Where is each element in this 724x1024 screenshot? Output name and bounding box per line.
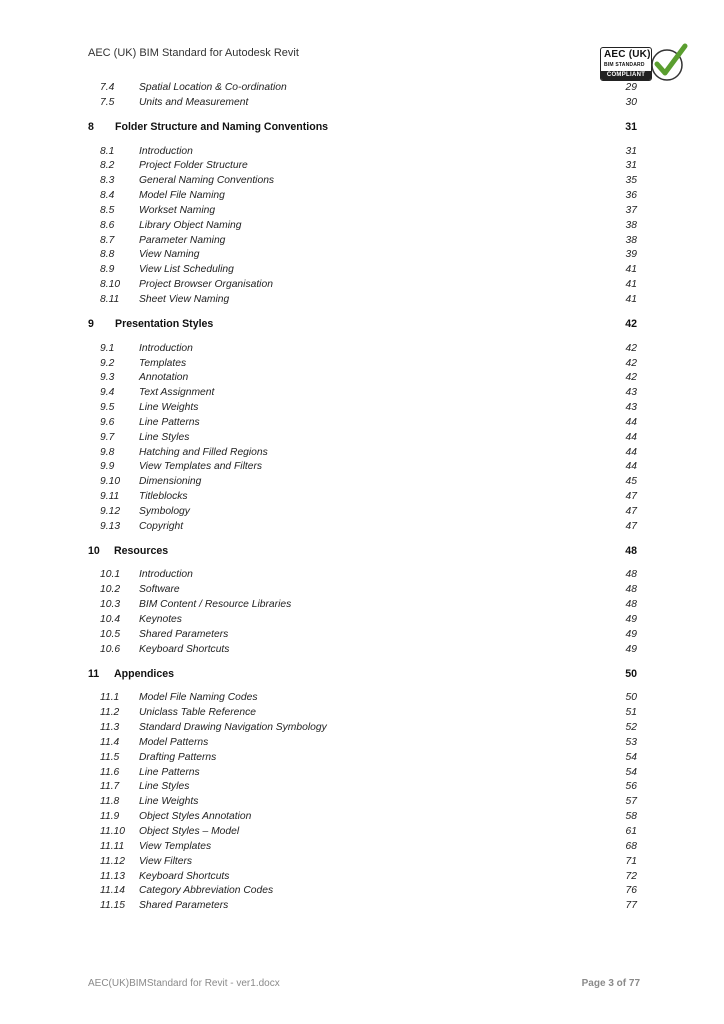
- toc-entry-num: 9.11: [100, 491, 120, 503]
- toc-entry[interactable]: [88, 190, 637, 205]
- toc-entry-num: 11.4: [100, 736, 120, 748]
- toc-entry-page: 49: [625, 643, 637, 655]
- toc-entry[interactable]: [88, 781, 637, 796]
- footer-page-number: Page 3 of 77: [581, 978, 640, 989]
- aec-uk-compliant-logo: [600, 43, 692, 83]
- toc-entry[interactable]: [88, 841, 637, 856]
- toc-entry-page: 38: [625, 234, 637, 246]
- toc-entry[interactable]: [88, 476, 637, 491]
- toc-entry-page: 45: [625, 476, 637, 488]
- toc-entry-page: 42: [625, 372, 637, 384]
- toc-section-num: 8: [88, 121, 94, 134]
- toc-entry-title: Object Styles Annotation: [139, 811, 252, 823]
- toc-entry-title: View Templates: [139, 840, 212, 852]
- toc-entry-title: Spatial Location & Co-ordination: [139, 82, 287, 93]
- toc-entry-title: View List Scheduling: [139, 264, 234, 276]
- toc-entry-num: 10.2: [100, 584, 121, 596]
- toc-entry[interactable]: [88, 614, 637, 629]
- toc-entry-num: 8.1: [100, 145, 115, 157]
- toc-section-num: 10: [88, 545, 100, 558]
- toc-entry-title: General Naming Conventions: [139, 175, 275, 187]
- toc-section-heading[interactable]: [88, 545, 637, 560]
- toc-entry[interactable]: [88, 447, 637, 462]
- toc-entry-title: View Filters: [139, 855, 193, 867]
- toc-section-num: 9: [88, 318, 94, 331]
- toc-entry[interactable]: [88, 885, 637, 900]
- toc-entry[interactable]: [88, 461, 637, 476]
- toc-entry-num: 9.2: [100, 357, 115, 369]
- toc-entry-title: Keyboard Shortcuts: [139, 643, 230, 655]
- toc-spacer: [88, 659, 637, 669]
- toc-entry-page: 42: [625, 342, 637, 354]
- toc-entry-num: 9.7: [100, 431, 115, 443]
- toc-entry-title: Sheet View Naming: [139, 293, 230, 305]
- toc-entry-page: 77: [625, 900, 637, 912]
- toc-section-title: Presentation Styles: [115, 318, 214, 331]
- table-of-contents: [88, 82, 637, 915]
- toc-entry[interactable]: [88, 692, 637, 707]
- toc-entry[interactable]: [88, 900, 637, 915]
- toc-entry-num: 8.11: [100, 293, 120, 305]
- toc-entry-title: Shared Parameters: [139, 900, 229, 912]
- toc-spacer: [88, 683, 637, 693]
- toc-entry-title: Library Object Naming: [139, 219, 242, 231]
- toc-entry-num: 9.4: [100, 387, 115, 399]
- toc-entry-title: Line Patterns: [139, 416, 200, 428]
- toc-entry[interactable]: [88, 175, 637, 190]
- toc-entry[interactable]: [88, 871, 637, 886]
- toc-entry[interactable]: [88, 264, 637, 279]
- toc-spacer: [88, 560, 637, 570]
- toc-entry-page: 47: [625, 520, 637, 532]
- toc-entry[interactable]: [88, 402, 637, 417]
- toc-entry-num: 9.3: [100, 372, 115, 384]
- logo-line-2: BIM STANDARD: [604, 62, 645, 68]
- toc-entry-title: Introduction: [139, 569, 193, 581]
- toc-entry[interactable]: [88, 796, 637, 811]
- logo-line-3: COMPLIANT: [601, 71, 651, 80]
- toc-entry-title: Uniclass Table Reference: [139, 707, 256, 719]
- toc-entry-page: 54: [625, 751, 637, 763]
- toc-entry-page: 49: [625, 614, 637, 625]
- toc-entry[interactable]: [88, 294, 637, 309]
- toc-entry-num: 9.13: [100, 520, 121, 532]
- toc-entry-page: 43: [625, 387, 637, 399]
- toc-entry-num: 10.4: [100, 614, 121, 625]
- toc-spacer: [88, 136, 637, 146]
- toc-entry-num: 11.3: [100, 722, 120, 734]
- toc-entry-title: Model Patterns: [139, 736, 209, 748]
- toc-entry-page: 48: [625, 584, 637, 596]
- toc-entry[interactable]: [88, 569, 637, 584]
- toc-entry-page: 44: [625, 461, 637, 473]
- toc-entry-page: 31: [625, 160, 637, 172]
- toc-entry-title: Keyboard Shortcuts: [139, 870, 230, 882]
- toc-spacer: [88, 309, 637, 319]
- toc-entry-num: 9.10: [100, 476, 121, 488]
- toc-entry-page: 71: [625, 855, 637, 867]
- toc-entry[interactable]: [88, 417, 637, 432]
- toc-section-title: Resources: [114, 545, 169, 558]
- toc-entry-num: 10.1: [100, 569, 121, 581]
- toc-entry-page: 47: [625, 491, 637, 503]
- toc-entry-num: 10.6: [100, 643, 121, 655]
- page-header-title: AEC (UK) BIM Standard for Autodesk Revit: [88, 47, 299, 59]
- toc-entry-num: 8.5: [100, 204, 115, 216]
- toc-entry[interactable]: [88, 146, 637, 161]
- toc-entry[interactable]: [88, 521, 637, 536]
- toc-entry-page: 43: [625, 402, 637, 414]
- toc-entry[interactable]: [88, 205, 637, 220]
- toc-entry-num: 11.1: [100, 692, 120, 704]
- toc-entry[interactable]: [88, 707, 637, 722]
- toc-entry-num: 8.6: [100, 219, 115, 231]
- toc-entry-title: Dimensioning: [139, 476, 202, 488]
- toc-entry[interactable]: [88, 722, 637, 737]
- toc-entry[interactable]: [88, 506, 637, 521]
- toc-entry-num: 11.2: [100, 707, 120, 719]
- toc-entry-page: 39: [625, 249, 637, 261]
- toc-entry-num: 7.5: [100, 96, 115, 108]
- toc-entry[interactable]: [88, 752, 637, 767]
- toc-section-heading[interactable]: [88, 668, 637, 683]
- toc-entry-title: Drafting Patterns: [139, 751, 217, 763]
- toc-entry[interactable]: [88, 220, 637, 235]
- toc-entry-title: Copyright: [139, 520, 184, 532]
- toc-section-num: 11: [88, 668, 100, 681]
- toc-entry-title: Annotation: [139, 372, 189, 384]
- toc-entry-title: Software: [139, 584, 180, 596]
- toc-entry-title: Category Abbreviation Codes: [139, 885, 274, 897]
- toc-entry-num: 8.9: [100, 264, 115, 276]
- toc-section-page: 31: [625, 121, 637, 134]
- toc-entry-title: Hatching and Filled Regions: [139, 446, 268, 458]
- toc-entry-num: 8.8: [100, 249, 115, 261]
- toc-entry-title: Line Styles: [139, 781, 190, 793]
- toc-entry[interactable]: [88, 629, 637, 644]
- toc-entry-page: 58: [625, 811, 637, 823]
- toc-entry[interactable]: [88, 826, 637, 841]
- toc-entry-title: Templates: [139, 357, 187, 369]
- toc-entry-num: 9.9: [100, 461, 115, 473]
- toc-spacer: [88, 333, 637, 343]
- toc-section-heading[interactable]: [88, 121, 637, 136]
- toc-entry[interactable]: [88, 82, 637, 97]
- toc-entry[interactable]: [88, 249, 637, 264]
- toc-entry-num: 11.12: [100, 855, 126, 867]
- toc-entry-num: 9.12: [100, 505, 121, 517]
- toc-entry-num: 8.2: [100, 160, 115, 172]
- toc-entry-num: 8.4: [100, 190, 115, 202]
- toc-entry-num: 9.6: [100, 416, 115, 428]
- toc-entry-page: 48: [625, 599, 637, 611]
- toc-entry-title: Project Browser Organisation: [139, 279, 273, 291]
- toc-entry-title: Model File Naming: [139, 190, 225, 202]
- toc-entry[interactable]: [88, 387, 637, 402]
- toc-entry-page: 50: [625, 692, 637, 704]
- toc-entry-title: View Naming: [139, 249, 200, 261]
- toc-entry[interactable]: [88, 358, 637, 373]
- footer-filename: AEC(UK)BIMStandard for Revit - ver1.docx: [88, 978, 280, 989]
- toc-entry-title: Parameter Naming: [139, 234, 226, 246]
- toc-entry-page: 72: [625, 870, 637, 882]
- toc-entry-num: 8.7: [100, 234, 115, 246]
- toc-entry-num: 9.5: [100, 402, 115, 414]
- toc-entry[interactable]: [88, 584, 637, 599]
- toc-entry[interactable]: [88, 279, 637, 294]
- toc-entry-title: Workset Naming: [139, 204, 216, 216]
- toc-entry-title: Line Styles: [139, 431, 190, 443]
- toc-entry-num: 11.14: [100, 885, 126, 897]
- toc-entry-num: 10.5: [100, 628, 121, 640]
- toc-entry[interactable]: [88, 432, 637, 447]
- toc-section-title: Folder Structure and Naming Conventions: [115, 121, 329, 134]
- toc-entry[interactable]: [88, 599, 637, 614]
- toc-section-title: Appendices: [114, 668, 175, 681]
- toc-entry-page: 51: [625, 707, 637, 719]
- toc-entry-title: Units and Measurement: [139, 96, 249, 108]
- toc-entry[interactable]: [88, 235, 637, 250]
- logo-line-1: AEC (UK): [604, 49, 651, 60]
- toc-entry-page: 49: [625, 628, 637, 640]
- toc-entry-page: 29: [625, 82, 637, 93]
- toc-entry-num: 8.10: [100, 279, 121, 291]
- toc-entry-title: Line Weights: [139, 402, 199, 414]
- toc-entry-page: 57: [625, 796, 637, 808]
- toc-entry-page: 52: [625, 722, 637, 734]
- toc-entry-num: 10.3: [100, 599, 121, 611]
- toc-entry-num: 11.7: [100, 781, 120, 793]
- toc-entry-page: 53: [625, 736, 637, 748]
- toc-entry[interactable]: [88, 372, 637, 387]
- toc-entry-title: Keynotes: [139, 614, 182, 625]
- toc-entry[interactable]: [88, 97, 637, 112]
- toc-entry-page: 42: [625, 357, 637, 369]
- toc-entry[interactable]: [88, 343, 637, 358]
- toc-entry-page: 48: [625, 569, 637, 581]
- toc-spacer: [88, 112, 637, 122]
- toc-entry-page: 41: [625, 264, 637, 276]
- toc-entry-title: Titleblocks: [139, 491, 188, 503]
- toc-entry[interactable]: [88, 767, 637, 782]
- toc-entry-num: 11.10: [100, 825, 126, 837]
- toc-entry-num: 11.8: [100, 796, 120, 808]
- toc-entry[interactable]: [88, 491, 637, 506]
- toc-entry-title: Introduction: [139, 342, 193, 354]
- toc-entry[interactable]: [88, 737, 637, 752]
- toc-entry[interactable]: [88, 811, 637, 826]
- toc-entry-title: Shared Parameters: [139, 628, 229, 640]
- toc-entry-page: 35: [625, 175, 637, 187]
- toc-entry-num: 11.13: [100, 870, 126, 882]
- toc-entry-title: Project Folder Structure: [139, 160, 248, 172]
- toc-entry-page: 41: [625, 293, 637, 305]
- toc-entry-page: 76: [625, 885, 637, 897]
- toc-entry-num: 11.6: [100, 766, 120, 778]
- toc-entry-num: 11.5: [100, 751, 120, 763]
- toc-entry-page: 54: [625, 766, 637, 778]
- toc-entry-title: Text Assignment: [139, 387, 215, 399]
- toc-entry-title: Standard Drawing Navigation Symbology: [139, 722, 327, 734]
- toc-entry-page: 31: [625, 145, 637, 157]
- toc-entry-num: 9.1: [100, 342, 115, 354]
- toc-entry-title: Line Patterns: [139, 766, 200, 778]
- toc-section-page: 48: [625, 545, 637, 558]
- toc-entry-page: 44: [625, 416, 637, 428]
- toc-entry-title: Symbology: [139, 505, 190, 517]
- toc-entry-num: 9.8: [100, 446, 115, 458]
- toc-entry-page: 47: [625, 505, 637, 517]
- toc-entry-page: 37: [625, 204, 637, 216]
- toc-entry-page: 61: [625, 825, 637, 837]
- toc-entry-page: 30: [625, 96, 637, 108]
- toc-entry-page: 41: [625, 279, 637, 291]
- toc-entry-title: Line Weights: [139, 796, 199, 808]
- checkmark-icon: [645, 43, 691, 83]
- toc-entry-title: View Templates and Filters: [139, 461, 263, 473]
- toc-section-page: 50: [625, 668, 637, 681]
- toc-entry-num: 7.4: [100, 82, 115, 93]
- toc-entry-num: 11.9: [100, 811, 120, 823]
- toc-section-page: 42: [625, 318, 637, 331]
- toc-entry-title: Model File Naming Codes: [139, 692, 258, 704]
- toc-entry-num: 8.3: [100, 175, 115, 187]
- toc-entry-title: BIM Content / Resource Libraries: [139, 599, 292, 611]
- toc-entry[interactable]: [88, 856, 637, 871]
- toc-entry-page: 44: [625, 431, 637, 443]
- toc-entry[interactable]: [88, 160, 637, 175]
- toc-entry-num: 11.15: [100, 900, 126, 912]
- toc-entry-title: Introduction: [139, 145, 193, 157]
- toc-entry-title: Object Styles – Model: [139, 825, 240, 837]
- toc-entry-num: 11.11: [100, 840, 125, 852]
- toc-entry-page: 44: [625, 446, 637, 458]
- toc-entry-page: 36: [625, 190, 637, 202]
- toc-entry[interactable]: [88, 644, 637, 659]
- toc-entry-page: 38: [625, 219, 637, 231]
- toc-section-heading[interactable]: [88, 318, 637, 333]
- toc-entry-page: 56: [625, 781, 637, 793]
- toc-spacer: [88, 536, 637, 546]
- toc-entry-page: 68: [625, 840, 637, 852]
